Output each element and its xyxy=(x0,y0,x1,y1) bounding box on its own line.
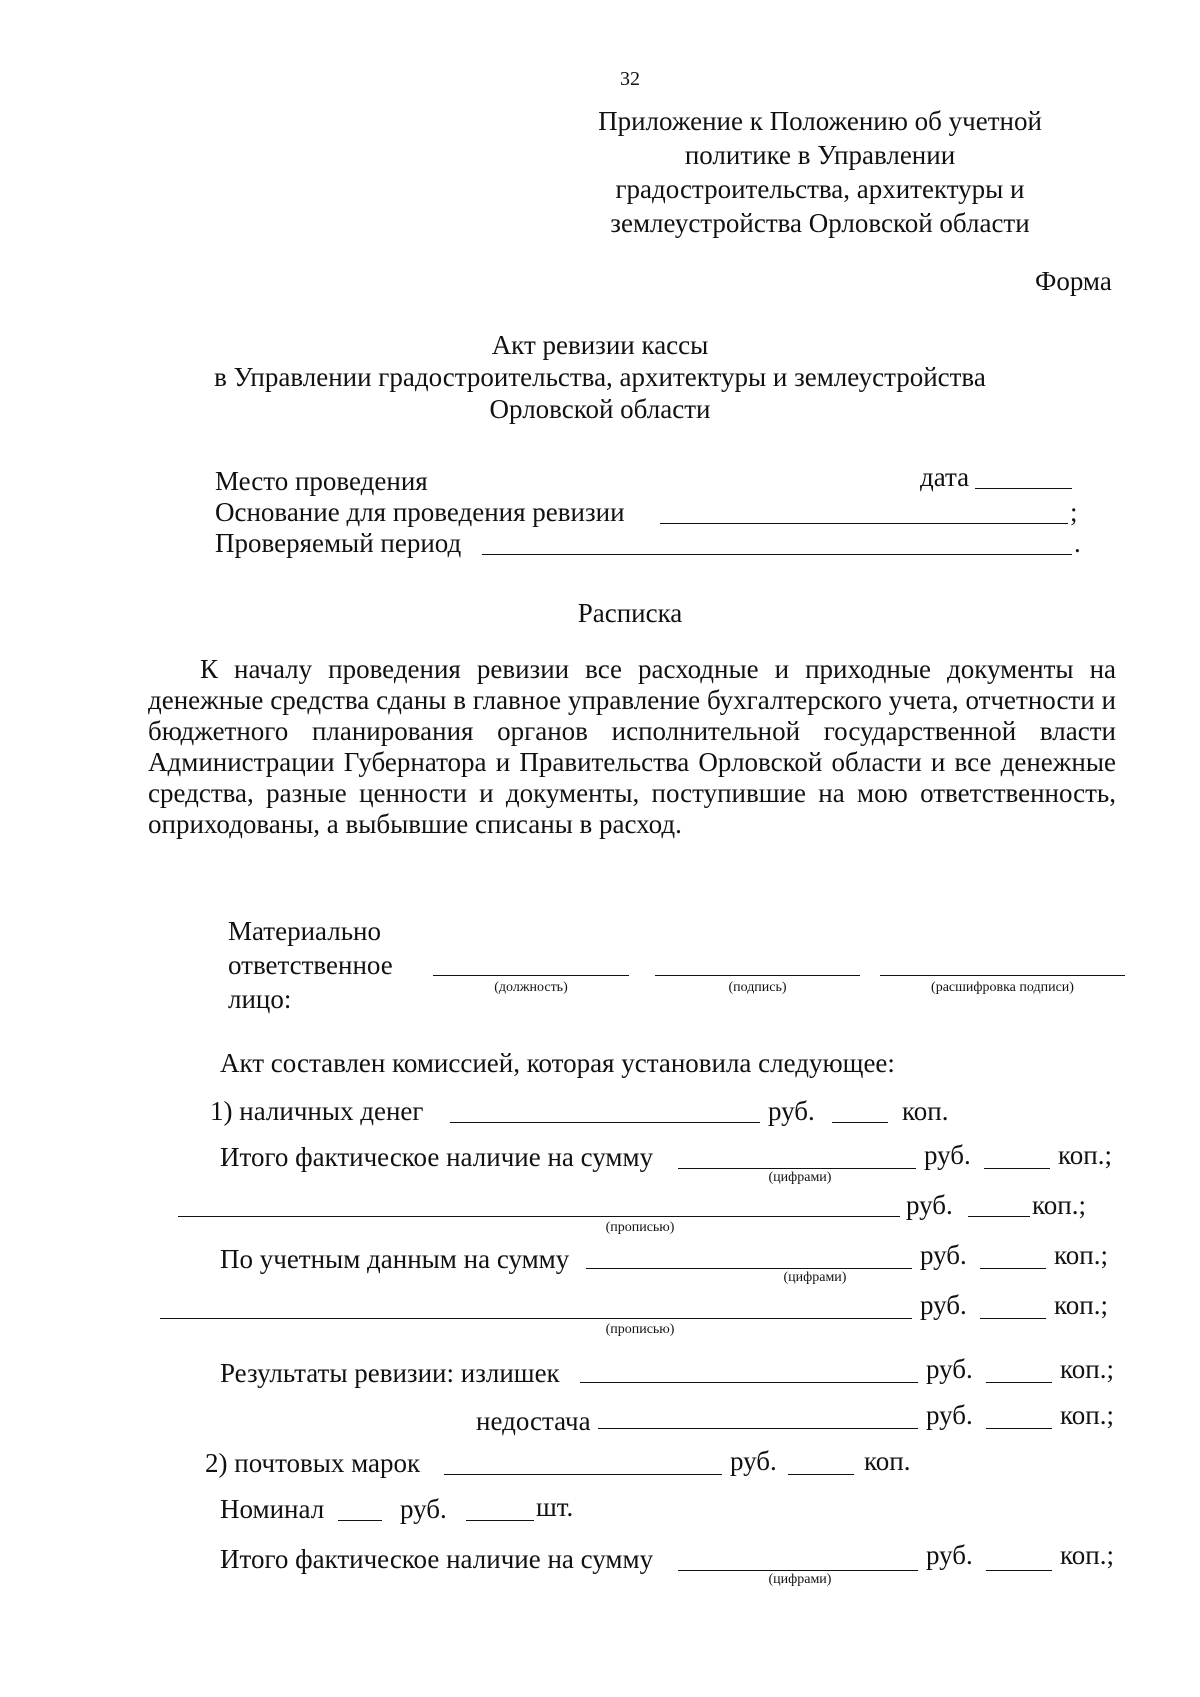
form-label: Форма xyxy=(1035,266,1112,296)
receipt-text: К началу проведения ревизии все расходные и приходные документы на денежные средства сданы в главное управление бухгалтерского учета, отчетности и бюджетного планирования органов исполнительной государственной власти Администрации Губернатора и Правительства Орловской области и все денежные средства, разные ценности и документы, поступившие на мою ответственность, оприходованы, а выбывшие списаны в расход. xyxy=(148,654,1116,839)
stamps-rub-line xyxy=(444,1474,722,1475)
surplus-kop-line xyxy=(986,1382,1052,1383)
title-line-3: Орловской области xyxy=(489,394,711,424)
nominal-label: Номинал xyxy=(220,1494,325,1524)
actual-total-digits-line xyxy=(678,1168,916,1169)
appendix-line-1: Приложение к Положению об учетной xyxy=(598,106,1042,136)
commission-intro: Акт составлен комиссией, которая установила следующее: xyxy=(220,1048,895,1078)
surplus-rub-line xyxy=(580,1382,918,1383)
position-line xyxy=(433,975,629,976)
decoding-line xyxy=(880,975,1125,976)
actual-total-words-caption: (прописью) xyxy=(605,1220,675,1235)
period-line xyxy=(482,554,1072,555)
actual-total-kop: коп.; xyxy=(1058,1140,1112,1170)
nominal-rub: руб. xyxy=(400,1494,447,1524)
title-line-1: Акт ревизии кассы xyxy=(491,330,709,360)
stamps-kop: коп. xyxy=(864,1446,911,1476)
signature-line xyxy=(655,975,860,976)
surplus-rub: руб. xyxy=(926,1354,973,1384)
date-label: дата xyxy=(920,462,970,492)
by-records-words-caption: (прописью) xyxy=(605,1322,675,1337)
actual-total-words-rub: руб. xyxy=(906,1190,953,1220)
by-records-kop: коп.; xyxy=(1054,1240,1108,1270)
actual-total-label: Итого фактическое наличие на сумму xyxy=(220,1142,654,1172)
actual-total-rub: руб. xyxy=(924,1140,971,1170)
stamps-kop-line xyxy=(788,1474,854,1475)
stamps-actual-kop-line xyxy=(986,1570,1052,1571)
cash-rub: руб. xyxy=(768,1096,815,1126)
cash-label: 1) наличных денег xyxy=(210,1096,424,1126)
stamps-actual-total-label: Итого фактическое наличие на сумму xyxy=(220,1544,654,1574)
actual-total-words-kop: коп.; xyxy=(1032,1190,1086,1220)
shortage-kop-line xyxy=(986,1428,1052,1429)
by-records-digits-line xyxy=(586,1268,912,1269)
signature-caption: (подпись) xyxy=(728,980,787,995)
stamps-actual-kop: коп.; xyxy=(1060,1540,1114,1570)
appendix-line-4: землеустройства Орловской области xyxy=(610,208,1030,238)
by-records-words-kop: коп.; xyxy=(1054,1290,1108,1320)
cash-kop: коп. xyxy=(902,1096,949,1126)
period-dot: . xyxy=(1074,528,1081,558)
responsible-line-1: Материально xyxy=(228,916,381,946)
appendix-line-3: градостроительства, архитектуры и xyxy=(615,174,1025,204)
stamps-actual-digits-caption: (цифрами) xyxy=(768,1572,832,1587)
responsible-line-3: лицо: xyxy=(228,984,292,1014)
nominal-line xyxy=(338,1520,382,1521)
nominal-pcs-line xyxy=(466,1520,534,1521)
basis-line xyxy=(660,523,1068,524)
actual-total-kop-line xyxy=(984,1168,1050,1169)
basis-semicolon: ; xyxy=(1070,497,1078,527)
shortage-rub-line xyxy=(598,1428,918,1429)
responsible-line-2: ответственное xyxy=(228,950,393,980)
cash-kop-line xyxy=(832,1122,888,1123)
decoding-caption: (расшифровка подписи) xyxy=(931,980,1074,995)
by-records-digits-caption: (цифрами) xyxy=(783,1270,847,1285)
shortage-kop: коп.; xyxy=(1060,1400,1114,1430)
stamps-actual-digits-line xyxy=(678,1570,918,1571)
results-surplus-label: Результаты ревизии: излишек xyxy=(220,1358,560,1388)
position-caption: (должность) xyxy=(494,980,568,995)
receipt-heading: Расписка xyxy=(577,598,683,628)
shortage-rub: руб. xyxy=(926,1400,973,1430)
by-records-words-rub: руб. xyxy=(920,1290,967,1320)
shortage-label: недостача xyxy=(476,1406,591,1436)
date-line xyxy=(975,488,1072,489)
actual-total-words-kop-line xyxy=(968,1216,1030,1217)
by-records-words-kop-line xyxy=(980,1318,1046,1319)
appendix-line-2: политике в Управлении xyxy=(684,140,956,170)
nominal-pcs: шт. xyxy=(536,1492,574,1522)
period-label: Проверяемый период xyxy=(215,528,462,558)
stamps-label: 2) почтовых марок xyxy=(205,1448,421,1478)
by-records-kop-line xyxy=(980,1268,1046,1269)
place-label: Место проведения xyxy=(215,466,428,496)
by-records-words-line xyxy=(160,1318,912,1319)
cash-rub-line xyxy=(450,1122,760,1123)
stamps-rub: руб. xyxy=(730,1446,777,1476)
by-records-label: По учетным данным на сумму xyxy=(220,1244,570,1274)
actual-total-words-line xyxy=(178,1216,900,1217)
page-number: 32 xyxy=(620,68,640,90)
stamps-actual-rub: руб. xyxy=(926,1540,973,1570)
surplus-kop: коп.; xyxy=(1060,1354,1114,1384)
actual-total-digits-caption: (цифрами) xyxy=(768,1170,832,1185)
title-line-2: в Управлении градостроительства, архитектуры и землеустройства xyxy=(214,362,986,392)
basis-label: Основание для проведения ревизии xyxy=(215,497,625,527)
by-records-rub: руб. xyxy=(920,1240,967,1270)
